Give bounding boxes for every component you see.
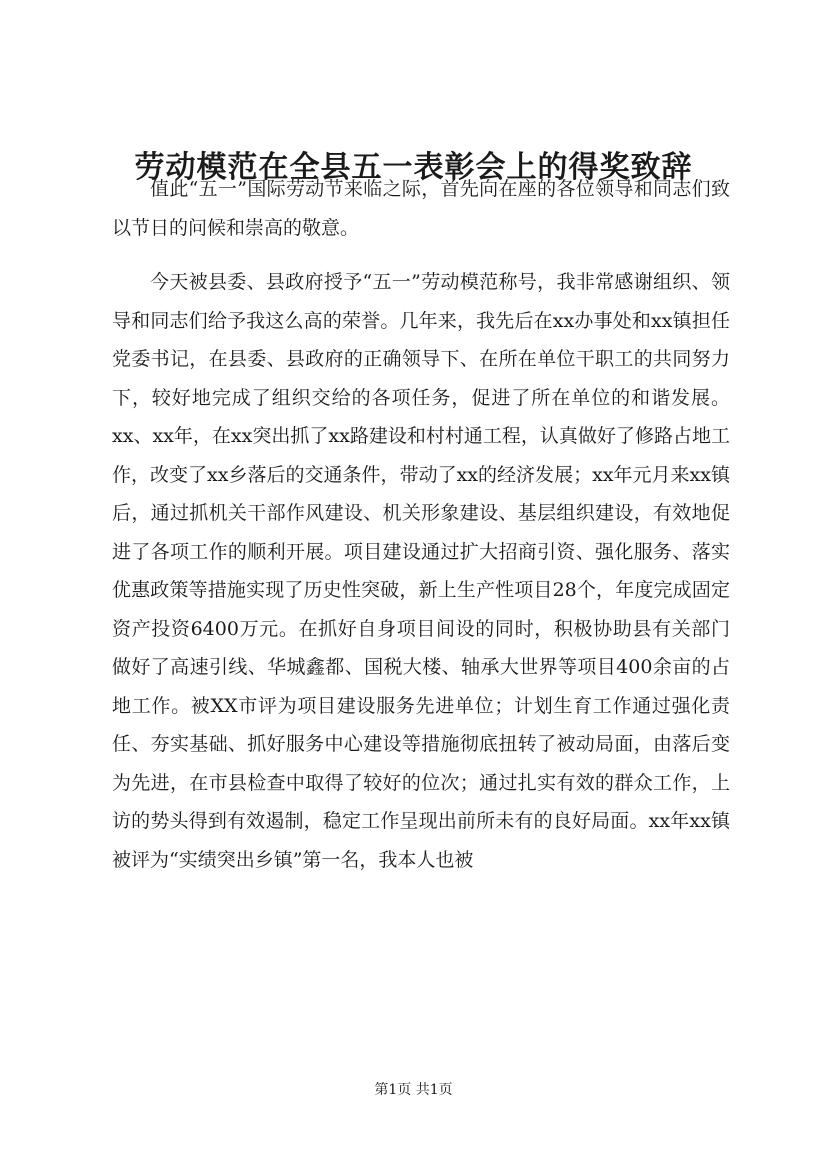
paragraph-1: 值此“五一”国际劳动节来临之际，首先向在座的各位领导和同志们致以节日的问候和崇高的敬意。 [112, 178, 730, 239]
document-body [112, 170, 730, 879]
document-title: 劳动模范在全县五一表彰会上的得奖致辞 [134, 150, 693, 185]
paragraph-2: 今天被县委、县政府授予“五一”劳动模范称号，我非常感谢组织、领导和同志们给予我这么高的荣誉。几年来，我先后在xx办事处和xx镇担任党委书记，在县委、县政府的正确领导下、在所在单位干职工的共同努力下，较好地完成了组织交给的各项任务，促进了所在单位的和谐发展。xx、xx年，在xx突出抓了xx路建设和村村通工程，认真做好了修路占地工作，改变了xx乡落后的交通条件，带动了xx的经济发展；xx年元月来xx镇后，通过抓机关干部作风建设、机关形象建设、基层组织建设，有效地促进了各项工作的顺利开展。项目建设通过扩大招商引资、强化服务、落实优惠政策等措施实现了历史性突破，新上生产性项目28个，年度完成固定资产投资6400万元。在抓好自身项目间设的同时，积极协助县有关部门做好了高速引线、华城鑫都、国税大楼、轴承大世界等项目400余亩的占地工作。被XX市评为项目建设服务先进单位；计划生育工作通过强化责任、夯实基础、抓好服务中心建设等措施彻底扭转了被动局面，由落后变为先进，在市县检查中取得了较好的位次；通过扎实有效的群众工作，上访的势头得到有效遏制，稳定工作呈现出前所未有的良好局面。xx年xx镇被评为“实绩突出乡镇”第一名，我本人也被 [112, 271, 730, 871]
page-footer: 第1页 共1页 [374, 1082, 453, 1098]
